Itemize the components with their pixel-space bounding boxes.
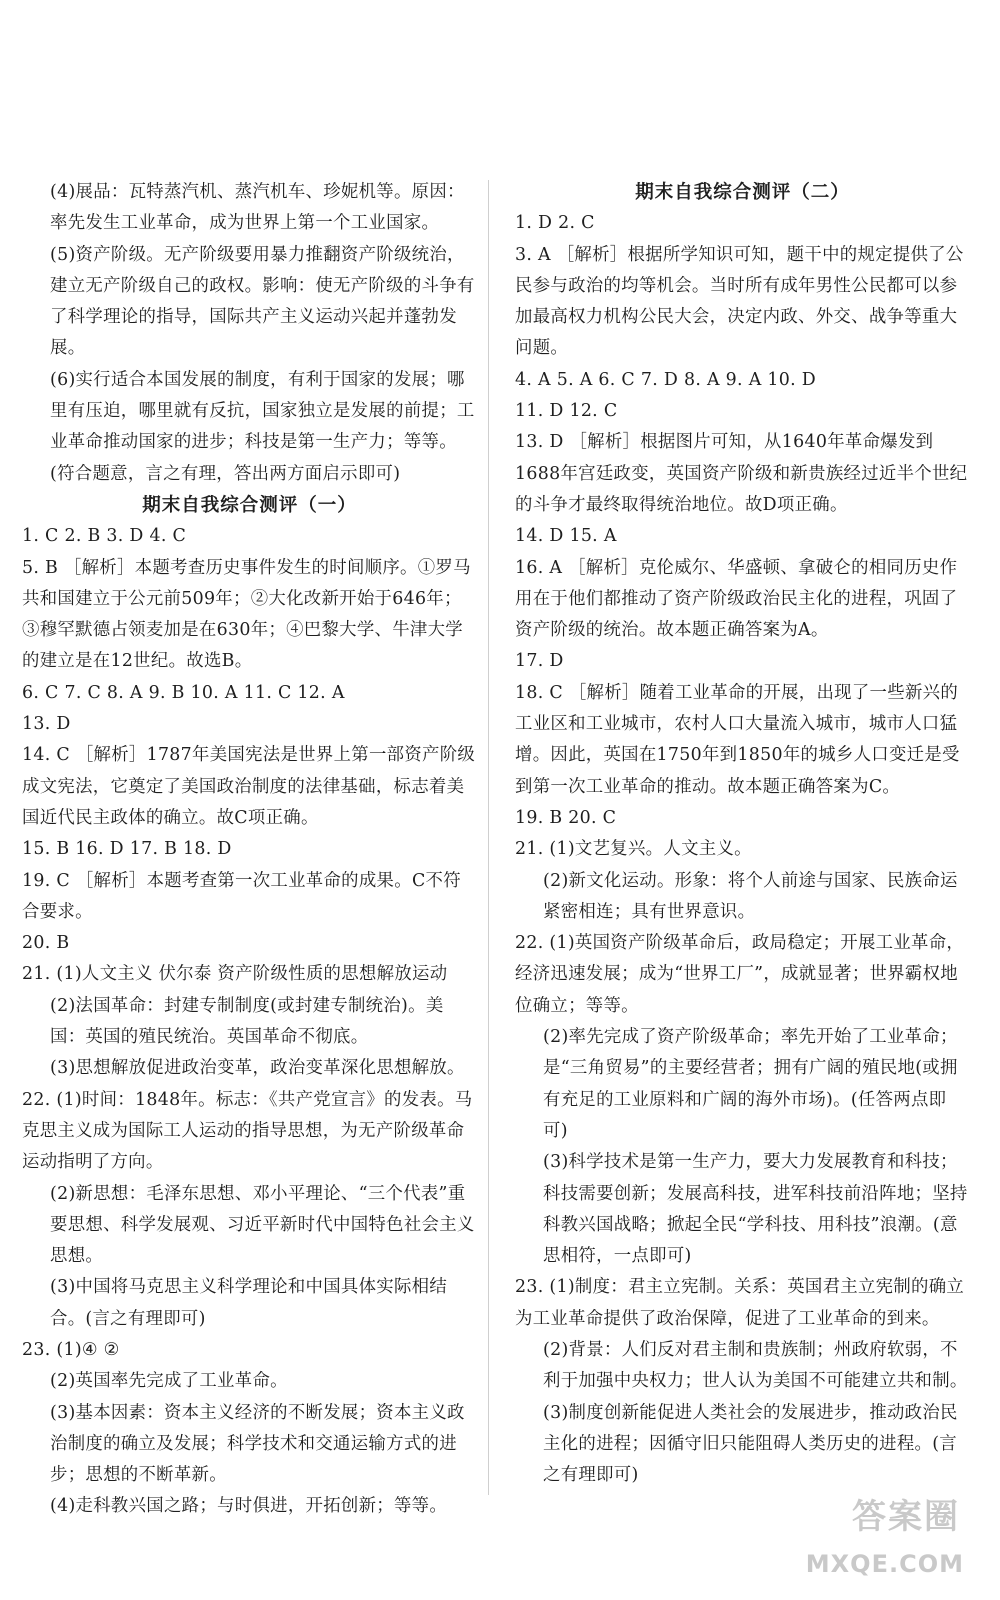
left-column [22,177,477,1523]
answer-paragraph: 18. C ［解析］随着工业革命的开展，出现了一些新兴的工业区和工业城市，农村人口大量流入城市，城市人口猛增。因此，英国在1750年到1850年的城乡人口变迁是受到第一次工业革命的推动。故本题正确答案为C。 [515,682,960,797]
answer-paragraph: 23. (1)制度：君主立宪制。关系：英国君主立宪制的确立为工业革命提供了政治保障，促进了工业革命的到来。 [515,1277,965,1329]
answer-paragraph: 3. A ［解析］根据所学知识可知，题干中的规定提供了公民参与政治的均等机会。当时所有成年男性公民都可以参加最高权力机构公民大会，决定内政、外交、战争等重大问题。 [515,244,964,359]
right-column [515,177,970,1491]
answer-paragraph: (3)科学技术是第一生产力，要大力发展教育和科技；科技需要创新；发展高科技，进军科技前沿阵地；坚持科教兴国战略；掀起全民“学科技、用科技”浪潮。(意思相符，一点即可) [543,1152,968,1267]
answer-paragraph: (2)新文化运动。形象：将个人前途与国家、民族命运紧密相连；具有世界意识。 [543,870,958,922]
section-title: 期末自我综合测评（二） [635,182,850,203]
answer-paragraph: 22. (1)英国资产阶级革命后，政局稳定；开展工业革命，经济迅速发展；成为“世界工厂”，成就显著；世界霸权地位确立；等等。 [515,933,965,1016]
answer-paragraph: (2)英国率先完成了工业革命。 [50,1371,288,1392]
answer-paragraph: 1. D 2. C [515,213,595,234]
answer-paragraph: (6)实行适合本国发展的制度，有利于国家的发展；哪里有压迫，哪里就有反抗，国家独立是发展的前提；工业革命推动国家的进步；科技是第一生产力；等等。(符合题意，言之有理，答出两方面启示即可) [50,369,475,484]
answer-paragraph: (3)思想解放促进政治变革，政治变革深化思想解放。 [50,1058,465,1079]
answer-paragraph: (2)率先完成了资产阶级革命；率先开始了工业革命；是“三角贸易”的主要经营者；拥有广阔的殖民地(或拥有充足的工业原料和广阔的海外市场)。(任答两点即可) [543,1027,958,1141]
answer-paragraph: (2)新思想：毛泽东思想、邓小平理论、“三个代表”重要思想、科学发展观、习近平新时代中国特色社会主义思想。 [50,1183,475,1267]
watermark-logo: 答案圈 [852,1497,960,1537]
answer-paragraph: 5. B ［解析］本题考查历史事件发生的时间顺序。①罗马共和国建立于公元前509年；②大化改新开始于646年；③穆罕默德占领麦加是在630年；④巴黎大学、牛津大学的建立是在12世纪。故选B。 [22,557,471,672]
answer-paragraph: 17. D [515,651,564,672]
answer-paragraph: 22. (1)时间：1848年。标志：《共产党宣言》的发表。马克思主义成为国际工人运动的指导思想，为无产阶级革命运动指明了方向。 [22,1089,473,1173]
answer-paragraph: (2)法国革命：封建专制制度(或封建专制统治)。美国：英国的殖民统治。英国革命不彻底。 [50,995,444,1048]
answer-paragraph: (3)制度创新能促进人类社会的发展进步，推动政治民主化的进程；因循守旧只能阻碍人类历史的进程。(言之有理即可) [543,1402,958,1486]
answer-paragraph: 15. B 16. D 17. B 18. D [22,839,232,860]
answer-paragraph: (2)背景：人们反对君主制和贵族制；州政府软弱，不利于加强中央权力；世人认为美国不可能建立共和制。 [543,1339,968,1392]
answer-paragraph: 19. C ［解析］本题考查第一次工业革命的成果。C不符合要求。 [22,870,461,922]
answer-paragraph: 14. D 15. A [515,526,617,547]
answer-paragraph: (5)资产阶级。无产阶级要用暴力推翻资产阶级统治，建立无产阶级自己的政权。影响：使无产阶级的斗争有了科学理论的指导，国际共产主义运动兴起并蓬勃发展。 [50,244,475,359]
answer-paragraph: 1. C 2. B 3. D 4. C [22,526,187,547]
answer-paragraph: 6. C 7. C 8. A 9. B 10. A 11. C 12. A [22,682,345,703]
answer-paragraph: 21. (1)文艺复兴。人文主义。 [515,839,752,860]
watermark-url: MXQE.COM [805,1550,964,1578]
answer-paragraph: 21. (1)人文主义 伏尔泰 资产阶级性质的思想解放运动 [22,964,448,985]
answer-paragraph: 13. D [22,714,71,735]
answer-paragraph: 13. D ［解析］根据图片可知，从1640年革命爆发到1688年宫廷政变，英国资产阶级和新贵族经过近半个世纪的斗争才最终取得统治地位。故D项正确。 [515,432,968,515]
answer-paragraph: 19. B 20. C [515,807,617,828]
answer-paragraph: (4)走科教兴国之路；与时俱进，开拓创新；等等。 [50,1496,448,1517]
answer-paragraph: 20. B [22,933,70,954]
answer-paragraph: 11. D 12. C [515,401,618,422]
column-divider [488,180,489,1495]
section-title: 期末自我综合测评（一） [142,494,357,516]
answer-paragraph: 4. A 5. A 6. C 7. D 8. A 9. A 10. D [515,369,817,390]
answer-paragraph: (3)中国将马克思主义科学理论和中国具体实际相结合。(言之有理即可) [50,1277,448,1329]
answer-paragraph: 16. A ［解析］克伦威尔、华盛顿、拿破仑的相同历史作用在于他们都推动了资产阶级政治民主化的进程，巩固了资产阶级的统治。故本题正确答案为A。 [515,557,958,641]
answer-paragraph: (3)基本因素：资本主义经济的不断发展；资本主义政治制度的确立及发展；科学技术和交通运输方式的进步；思想的不断革新。 [50,1402,465,1486]
answer-paragraph: 14. C ［解析］1787年美国宪法是世界上第一部资产阶级成文宪法，它奠定了美国政治制度的法律基础，标志着美国近代民主政体的确立。故C项正确。 [22,745,476,828]
answer-paragraph: 23. (1)④ ② [22,1339,120,1360]
answer-paragraph: (4)展品：瓦特蒸汽机、蒸汽机车、珍妮机等。原因：率先发生工业革命，成为世界上第一个工业国家。 [50,182,465,234]
